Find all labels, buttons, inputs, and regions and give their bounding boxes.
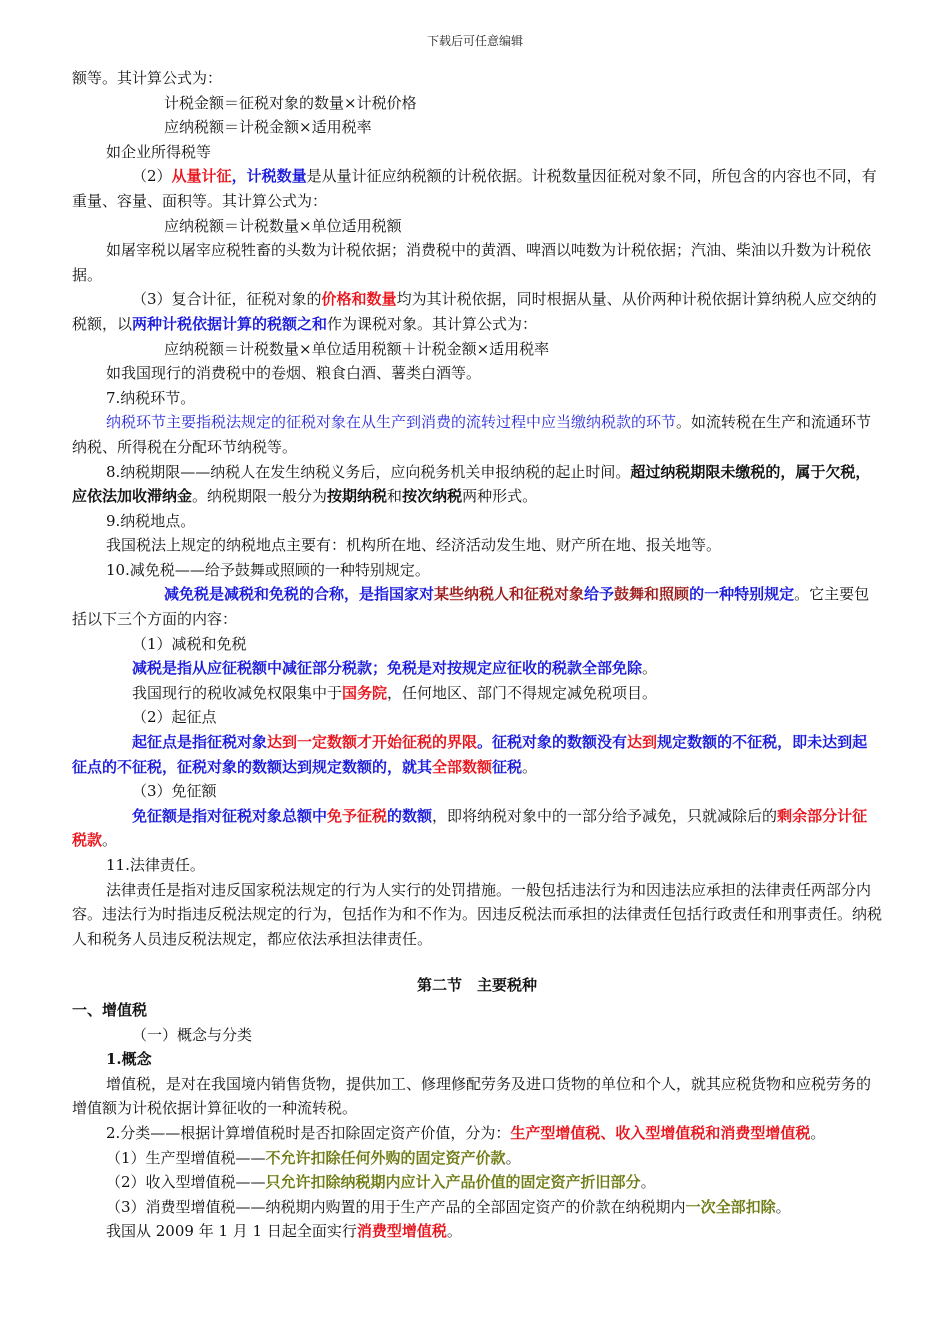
paragraph — [72, 238, 882, 287]
text-run: 8.纳税期限——纳税人在发生纳税义务后，应向税务机关申报纳税的起止时间。 — [106, 462, 631, 481]
paragraph — [72, 730, 882, 779]
text-run: 9.纳税地点。 — [106, 511, 196, 530]
text-run: 。 — [642, 659, 658, 678]
text-run: 国务院 — [342, 683, 388, 702]
paragraph — [72, 853, 882, 878]
text-run: 生产型增值税、收入型增值税和消费型增值税 — [510, 1123, 811, 1142]
text-run: 。 — [505, 1148, 521, 1167]
text-run: 按期纳税 — [327, 487, 388, 506]
text-run: 。它主要包括以下三个方面的内容： — [72, 585, 870, 629]
text-run: 。 — [102, 831, 118, 850]
text-run: 。纳税期限一般分为 — [192, 487, 328, 506]
text-run: （2） — [132, 167, 172, 186]
paragraph — [72, 1121, 882, 1146]
text-run: 作为课税对象。其计算公式为： — [327, 314, 538, 333]
text-run: 鼓舞和照顾 — [614, 585, 690, 604]
text-run: 。 — [775, 1197, 791, 1216]
paragraph — [72, 214, 882, 239]
text-run: 的数额 — [387, 806, 433, 825]
text-run: （3）复合计征，征税对象的 — [132, 290, 322, 309]
text-run: 一次全部扣除 — [685, 1197, 776, 1216]
paragraph — [72, 164, 882, 213]
text-run: 中应当缴纳税款的环节 — [526, 413, 677, 432]
text-run: 免征额是指对征税对象总额中 — [132, 806, 328, 825]
text-run: 11.法律责任。 — [106, 856, 205, 874]
paragraph — [72, 140, 882, 165]
text-run: 2.分类——根据计算增值税时是否扣除固定资产价值，分为： — [106, 1123, 511, 1142]
section-title — [72, 973, 882, 998]
document-body — [72, 66, 882, 1244]
paragraph — [72, 386, 882, 411]
text-run: 减税是指从应征税额中减征部分税款；免税是对按规定应征收的税款全部免除 — [132, 659, 643, 678]
text-run: 。 — [640, 1173, 656, 1192]
paragraph — [72, 681, 882, 706]
paragraph — [72, 1072, 882, 1121]
text-run: 我国现行的税收减免权限集中于 — [132, 683, 343, 702]
text-run: 均为其计税依据，同时根据从量、从价两种计税依据计算纳税人应交纳的税额，以 — [72, 290, 877, 333]
paragraph — [72, 1219, 882, 1244]
text-run: 不允许扣除任何外购的固定资产价款 — [265, 1148, 506, 1167]
text-run: 1.概念 — [106, 1050, 152, 1069]
paragraph — [72, 632, 882, 657]
text-run: （3）免征额 — [132, 782, 217, 801]
paragraph — [72, 804, 882, 853]
paragraph — [72, 878, 882, 952]
paragraph — [72, 582, 882, 631]
text-run: （2）起征点 — [132, 708, 217, 727]
text-run: 如屠宰税以屠宰应税牲畜的头数为计税依据；消费税中的黄酒、啤酒以吨数为计税依据；汽油、柴油以升数为计税依据。 — [72, 241, 872, 284]
text-run: 如我国现行的消费税中的卷烟、粮食白酒、薯类白酒等。 — [106, 364, 482, 383]
text-run: 。征税对象的数额没有 — [477, 733, 628, 752]
text-run: 第二节 主要税种 — [416, 976, 537, 995]
text-run: 起征点是指征税对象 — [132, 733, 268, 752]
text-run: ，即将纳税对象中的一部分给予减免，只就减除后的 — [432, 806, 778, 825]
text-run: （1）生产型增值税—— — [106, 1148, 266, 1167]
text-run: 我国税法上规定的纳税地点主要有：机构所在地、经济活动发生地、财产所在地、报关地等。 — [106, 536, 722, 555]
text-run: 计税数量 — [246, 167, 307, 186]
text-run: 两种形式。 — [462, 487, 538, 506]
text-run: 减免税是减税和免税的合称，是指国家对 — [164, 585, 435, 604]
heading — [72, 998, 882, 1023]
text-run: 征税 — [492, 757, 523, 776]
text-run: 增值税，是对在我国境内销售货物，提供加工、修理修配劳务及进口货物的单位和个人，就其应税货物和应税劳务的增值额为计税依据计算征收的一种流转税。 — [72, 1074, 872, 1118]
text-run: （一）概念与分类 — [132, 1025, 253, 1044]
text-run: 。 — [810, 1123, 826, 1142]
paragraph — [72, 460, 882, 509]
text-run: 法律责任是指对违反国家税法规定的行为人实行的处罚措施。一般包括违法行为和因违法应承担的法律责任两部分内容。违法行为时指违反税法规定的行为，包括作为和不作为。因违反税法而承担的法律责任包括行政责任和刑事责任。纳税人和税务人员违反税法规定，都应依法承担法律责任。 — [72, 880, 883, 948]
paragraph — [72, 558, 882, 583]
paragraph — [72, 705, 882, 730]
text-run: 和 — [387, 487, 403, 506]
text-run: （2）收入型增值税—— — [106, 1173, 266, 1192]
text-run: 给予 — [584, 585, 615, 604]
text-run: 消费型增值税 — [356, 1222, 447, 1241]
text-run: 计税金额＝征税对象的数量×计税价格 — [164, 93, 417, 112]
text-run: 免予征税 — [327, 806, 388, 825]
text-run: 10.减免税——给予鼓舞或照顾的一种特别规定。 — [106, 560, 430, 579]
paragraph — [72, 91, 882, 116]
text-run: 剩余部分计征税款 — [72, 806, 868, 850]
text-run: 达到 — [627, 733, 658, 752]
text-run: 按次纳税 — [402, 487, 463, 506]
paragraph — [72, 1195, 882, 1220]
text-run: 纳税环节主要指税法规定的征税对象在从 — [106, 413, 377, 432]
text-run: 如企业所得税等 — [106, 142, 212, 161]
paragraph — [72, 1047, 882, 1072]
paragraph — [72, 410, 882, 459]
paragraph — [72, 656, 882, 681]
text-run: 价格和数量 — [321, 290, 397, 309]
paragraph — [72, 337, 882, 362]
paragraph — [72, 1146, 882, 1171]
text-run: 的一种特别规定 — [689, 585, 795, 604]
text-run: 。 — [446, 1222, 462, 1241]
text-run: 超过纳税期限未缴税的，属于欠税，应依法加收滞纳金 — [72, 462, 871, 506]
text-run: 规定数额的不征税，即未达到起征点的不征税，征税对象的数额达到规定数额的，就其 — [72, 733, 868, 776]
text-run: 。如流转税在生产和流通环节纳税、所得税在分配环节纳税等。 — [72, 413, 872, 456]
text-run: 全部数额 — [432, 757, 493, 776]
paragraph — [72, 533, 882, 558]
text-run: 应纳税额＝计税金额×适用税率 — [164, 118, 372, 137]
text-run: （1）减税和免税 — [132, 634, 247, 653]
text-run: 。 — [522, 757, 538, 776]
text-run: 生产到消费的流转过程 — [376, 413, 527, 432]
text-run: 7.纳税环节。 — [106, 388, 196, 407]
page-header: 下载后可任意编辑 — [426, 34, 523, 48]
paragraph — [72, 779, 882, 804]
text-run: 达到一定数额才开始征税的界限 — [267, 733, 478, 752]
paragraph — [72, 66, 882, 91]
text-run: 是从量计征应纳税额的计税依据。计税数量因征税对象不同，所包含的内容也不同，有重量、容量、面积等。其计算公式为： — [72, 167, 877, 210]
paragraph — [72, 361, 882, 386]
paragraph — [72, 287, 882, 336]
paragraph — [72, 1170, 882, 1195]
text-run: 两种计税依据计算的税额之和 — [132, 314, 328, 333]
text-run: （3）消费型增值税——纳税期内购置的用于生产产品的全部固定资产的价款在纳税期内 — [106, 1197, 686, 1216]
text-run: 某些纳税人和征税对象 — [434, 585, 585, 604]
text-run: 应纳税额＝计税数量×单位适用税额＋计税金额×适用税率 — [164, 339, 550, 358]
text-run: ，任何地区、部门不得规定减免税项目。 — [387, 683, 658, 702]
text-run: 一、增值税 — [72, 1000, 148, 1019]
paragraph — [72, 1023, 882, 1048]
paragraph — [72, 509, 882, 534]
text-run: 应纳税额＝计税数量×单位适用税额 — [164, 216, 402, 235]
text-run: 额等。其计算公式为： — [72, 69, 223, 87]
text-run: ， — [231, 167, 247, 186]
text-run: 从量计征 — [171, 167, 232, 186]
text-run: 只允许扣除纳税期内应计入产品价值的固定资产折旧部分 — [265, 1173, 641, 1192]
paragraph — [72, 115, 882, 140]
text-run: 我国从 2009 年 1 月 1 日起全面实行 — [106, 1222, 357, 1241]
